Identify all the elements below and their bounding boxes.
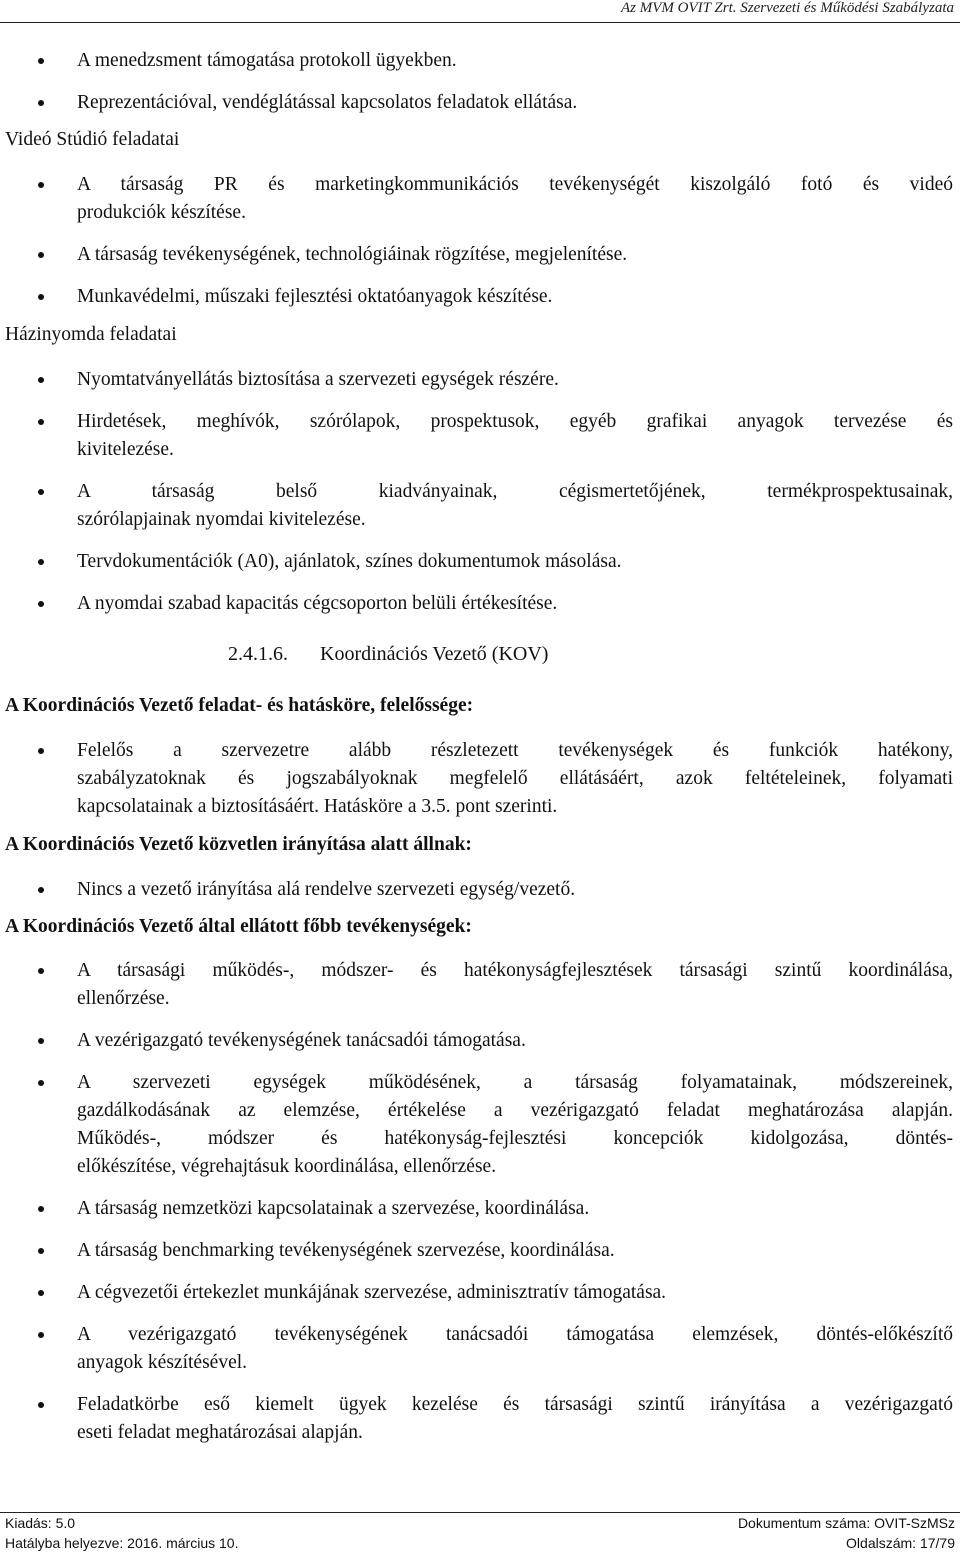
item-line: A nyomdai szabad kapacitás cégcsoporton belüli értékesítése. (77, 593, 558, 614)
list-item (77, 737, 953, 821)
bullet-icon (38, 100, 44, 106)
footer-page-number: Oldalszám: 17/79 (846, 1535, 955, 1551)
item-line: A társaság belső kiadványainak, cégismertetőjének, termékprospektusainak, (77, 481, 953, 502)
heading-direct-reports: A Koordinációs Vezető közvetlen irányítása alatt állnak: (5, 834, 472, 855)
item-line: A vezérigazgató tevékenységének tanácsadói támogatása. (77, 1030, 526, 1051)
list-item (77, 957, 953, 1013)
list-item (77, 241, 953, 269)
item-line: Nyomtatványellátás biztosítása a szervezeti egységek részére. (77, 369, 559, 390)
list-item (77, 876, 953, 904)
footer-document-number: Dokumentum száma: OVIT-SzMSz (737, 1515, 955, 1531)
list-item (77, 1321, 953, 1377)
item-line: A társasági működés-, módszer- és hatékonyságfejlesztések társasági szintű koordinálása, (77, 960, 953, 981)
list-item (77, 408, 953, 464)
item-line: A társaság tevékenységének, technológiáinak rögzítése, megjelenítése. (77, 244, 628, 265)
item-line: Működés-, módszer és hatékonyság-fejlesztési koncepciók kidolgozása, döntés- (77, 1128, 953, 1149)
subsection-title (228, 643, 548, 666)
list-item (77, 1027, 953, 1055)
header-title: Az MVM OVIT Zrt. Szervezeti és Működési Szabályzata (620, 0, 954, 16)
item-line: ellenőrzése. (77, 988, 170, 1009)
item-line: Munkavédelmi, műszaki fejlesztési oktatóanyagok készítése. (77, 286, 553, 307)
item-line: produkciók készítése. (77, 202, 246, 223)
item-line: Nincs a vezető irányítása alá rendelve szervezeti egység/vezető. (77, 879, 576, 900)
item-line: Hirdetések, meghívók, szórólapok, prospektusok, egyéb grafikai anyagok tervezése és (77, 411, 953, 432)
bullet-icon (38, 887, 44, 893)
item-line: kivitelezése. (77, 439, 174, 460)
list-item (77, 283, 953, 311)
subsection-number: 2.4.1.6. (228, 643, 288, 665)
section-heading-video-studio: Videó Stúdió feladatai (5, 129, 180, 150)
subsection-name: Koordinációs Vezető (KOV) (320, 643, 549, 665)
bullet-icon (38, 294, 44, 300)
item-line: A vezérigazgató tevékenységének tanácsadói támogatása elemzések, döntés-előkészítő (77, 1324, 953, 1345)
bullet-icon (38, 58, 44, 64)
item-line: gazdálkodásának az elemzése, értékelése a vezérigazgató feladat meghatározása alapján. (77, 1100, 953, 1121)
list-item (77, 590, 953, 618)
item-line: A társaság nemzetközi kapcsolatainak a szervezése, koordinálása. (77, 1198, 590, 1219)
bullet-icon (38, 1038, 44, 1044)
list-item (77, 1195, 953, 1223)
item-line: kapcsolatainak a biztosításáért. Hatásköre a 3.5. pont szerinti. (77, 796, 558, 817)
list-item (77, 1237, 953, 1265)
list-item (77, 1391, 953, 1447)
item-line: Feladatkörbe eső kiemelt ügyek kezelése és társasági szintű irányítása a vezérigazgató (77, 1394, 953, 1415)
list-item (77, 171, 953, 227)
list-item (77, 1069, 953, 1181)
section-heading-print-shop: Házinyomda feladatai (5, 324, 177, 345)
page-header (0, 0, 960, 23)
footer-issue: Kiadás: 5.0 (5, 1515, 76, 1531)
list-item (77, 548, 953, 576)
item-line: szórólapjainak nyomdai kivitelezése. (77, 509, 366, 530)
bullet-icon (38, 1248, 44, 1254)
page-footer (0, 1512, 960, 1551)
bullet-icon (38, 1402, 44, 1408)
item-line: Tervdokumentációk (A0), ajánlatok, színes dokumentumok másolása. (77, 551, 622, 572)
list-item: A menedzsment támogatása protokoll ügyekben. (77, 50, 457, 71)
item-line: eseti feladat meghatározásai alapján. (77, 1422, 363, 1443)
heading-duties: A Koordinációs Vezető feladat- és hatásköre, felelőssége: (5, 695, 474, 716)
bullet-icon (38, 1290, 44, 1296)
bullet-icon (38, 748, 44, 754)
bullet-icon (38, 489, 44, 495)
item-line: Felelős a szervezetre alább részletezett tevékenységek és funkciók hatékony, (77, 740, 953, 761)
bullet-icon (38, 1080, 44, 1086)
bullet-icon (38, 559, 44, 565)
item-line: A szervezeti egységek működésének, a társaság folyamatainak, módszereinek, (77, 1072, 953, 1093)
item-line: anyagok készítésével. (77, 1352, 248, 1373)
item-line: szabályzatoknak és jogszabályoknak megfelelő ellátásáért, azok feltételeinek, folyamati (77, 768, 953, 789)
item-line: A cégvezetői értekezlet munkájának szervezése, adminisztratív támogatása. (77, 1282, 667, 1303)
list-item (77, 1279, 953, 1307)
bullet-icon (38, 252, 44, 258)
item-line: A társaság benchmarking tevékenységének szervezése, koordinálása. (77, 1240, 615, 1261)
bullet-icon (38, 968, 44, 974)
bullet-icon (38, 601, 44, 607)
bullet-icon (38, 419, 44, 425)
bullet-icon (38, 1206, 44, 1212)
list-item: Reprezentációval, vendéglátással kapcsolatos feladatok ellátása. (77, 92, 578, 113)
item-line: A társaság PR és marketingkommunikációs tevékenységét kiszolgáló fotó és videó (77, 174, 953, 195)
heading-activities: A Koordinációs Vezető által ellátott főbb tevékenységek: (5, 916, 472, 937)
list-item (77, 366, 953, 394)
bullet-icon (38, 1332, 44, 1338)
list-item (77, 478, 953, 534)
bullet-icon (38, 377, 44, 383)
item-line: előkészítése, végrehajtásuk koordinálása, ellenőrzése. (77, 1156, 497, 1177)
bullet-icon (38, 182, 44, 188)
footer-effective-date: Hatályba helyezve: 2016. március 10. (5, 1535, 239, 1551)
